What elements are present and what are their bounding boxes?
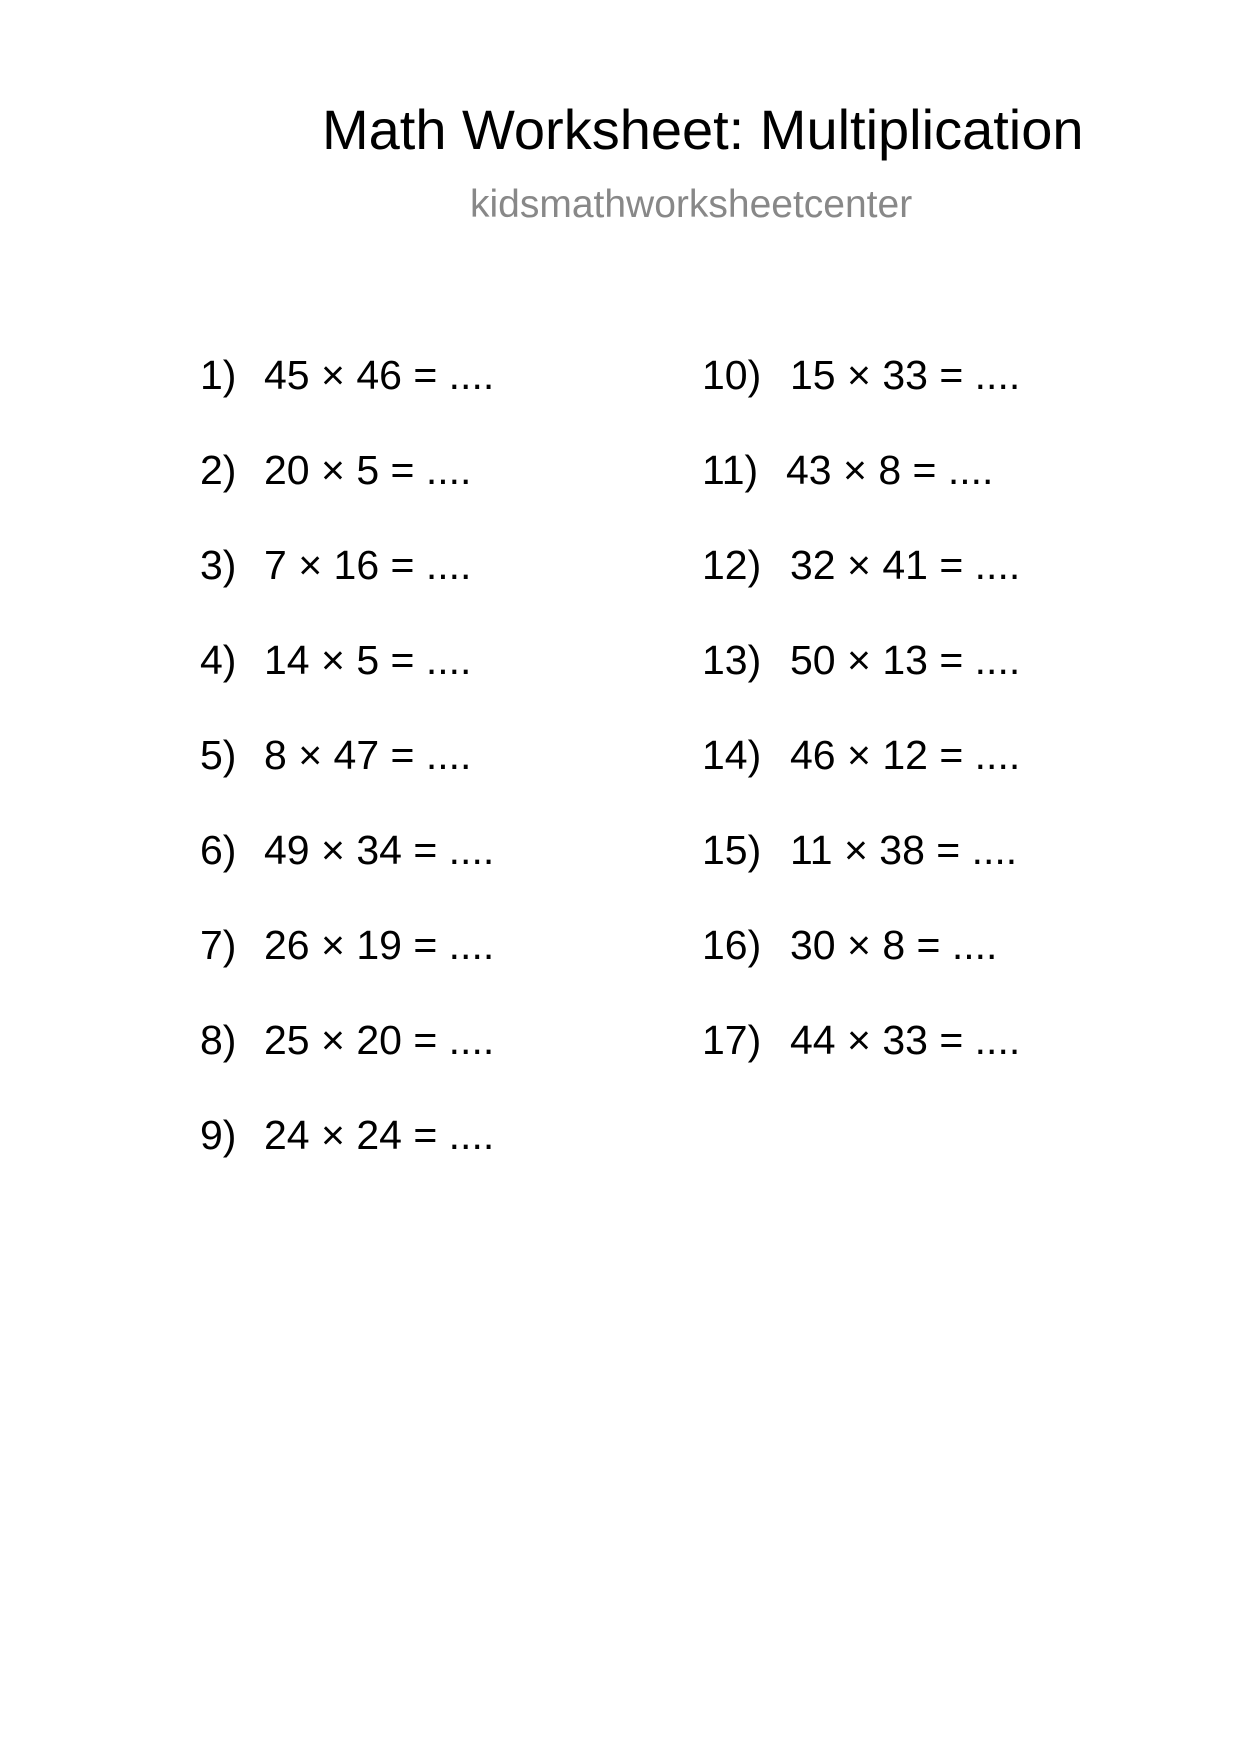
- problem-number: 9): [200, 1112, 237, 1158]
- problem-list-right: [702, 350, 1020, 1110]
- problem-item: [200, 1015, 494, 1110]
- problem-item: [200, 350, 494, 445]
- problem-expression: 43 × 8 = ....: [786, 447, 994, 493]
- problem-item: [200, 825, 494, 920]
- problem-expression: 49 × 34 = ....: [264, 827, 495, 873]
- problem-number: 2): [200, 447, 237, 493]
- problem-number: 12): [702, 542, 762, 588]
- problem-item: [200, 445, 494, 540]
- worksheet-title: Math Worksheet: Multiplication: [322, 98, 1084, 161]
- problem-number: 6): [200, 827, 237, 873]
- problem-item: [702, 1015, 1020, 1110]
- problem-item: [200, 1110, 494, 1205]
- problem-expression: 15 × 33 = ....: [790, 352, 1021, 398]
- problem-item: [702, 825, 1020, 920]
- problem-number: 1): [200, 352, 237, 398]
- problem-number: 7): [200, 922, 237, 968]
- problem-expression: 7 × 16 = ....: [264, 542, 472, 588]
- problem-expression: 26 × 19 = ....: [264, 922, 495, 968]
- problem-item: [200, 730, 494, 825]
- problem-number: 17): [702, 1017, 762, 1063]
- problem-number: 13): [702, 637, 762, 683]
- problem-expression: 11 × 38 = ....: [790, 827, 1018, 873]
- problem-number: 4): [200, 637, 237, 683]
- problem-expression: 24 × 24 = ....: [264, 1112, 495, 1158]
- problem-number: 10): [702, 352, 762, 398]
- problem-list-left: [200, 350, 494, 1205]
- problem-item: [702, 920, 1020, 1015]
- problem-expression: 44 × 33 = ....: [790, 1017, 1021, 1063]
- problem-item: [200, 920, 494, 1015]
- problem-number: 14): [702, 732, 762, 778]
- problem-expression: 8 × 47 = ....: [264, 732, 472, 778]
- problem-number: 8): [200, 1017, 237, 1063]
- problem-item: [702, 350, 1020, 445]
- problem-item: [702, 635, 1020, 730]
- problem-item: [200, 540, 494, 635]
- problem-expression: 25 × 20 = ....: [264, 1017, 495, 1063]
- problem-expression: 32 × 41 = ....: [790, 542, 1021, 588]
- problem-item: [200, 635, 494, 730]
- problem-number: 11): [702, 447, 759, 493]
- problem-expression: 14 × 5 = ....: [264, 637, 472, 683]
- problem-expression: 50 × 13 = ....: [790, 637, 1021, 683]
- problem-item: [702, 540, 1020, 635]
- problem-expression: 20 × 5 = ....: [264, 447, 472, 493]
- problem-number: 15): [702, 827, 762, 873]
- problem-expression: 30 × 8 = ....: [790, 922, 998, 968]
- problem-item: [702, 730, 1020, 825]
- problem-item: [702, 445, 1020, 540]
- worksheet-subtitle: kidsmathworksheetcenter: [470, 183, 913, 226]
- problem-expression: 45 × 46 = ....: [264, 352, 495, 398]
- problem-number: 16): [702, 922, 762, 968]
- problem-number: 5): [200, 732, 237, 778]
- problem-expression: 46 × 12 = ....: [790, 732, 1021, 778]
- problem-number: 3): [200, 542, 237, 588]
